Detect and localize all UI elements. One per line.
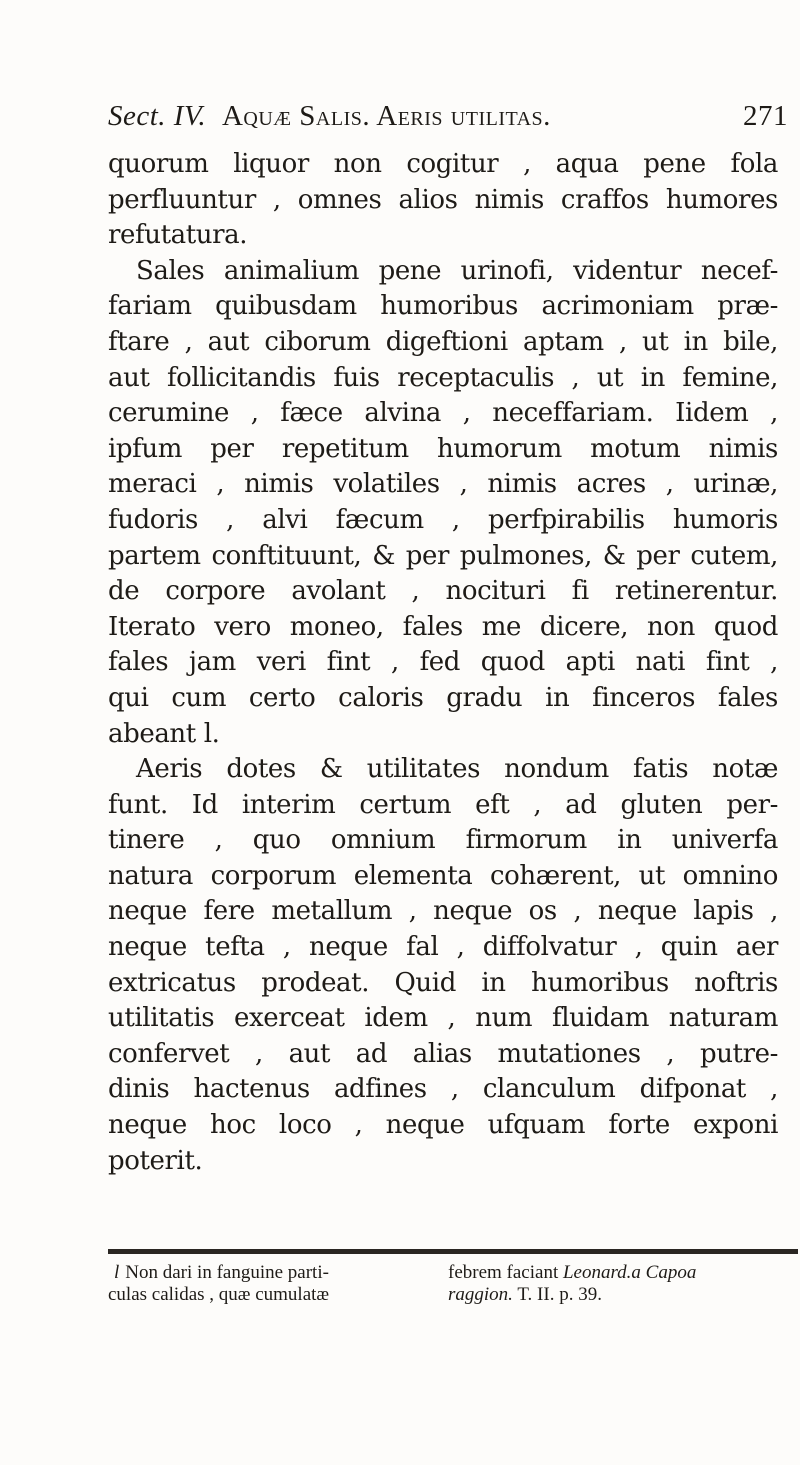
footnote-text: culas calidas , quæ cumulatæ [108, 1284, 330, 1305]
text-line: tinere , quo omnium firmorum in univerfa [108, 825, 778, 856]
body-text [108, 147, 778, 1179]
text-line: neque tefta , neque fal , diffolvatur , quin aer [108, 932, 778, 963]
footnote-text: febrem faciant [448, 1262, 563, 1283]
text-line: Iterato vero moneo, fales me dicere, non quod [108, 611, 778, 642]
text-line: neque hoc loco , neque ufquam forte exponi [108, 1110, 778, 1141]
text-line: fudoris , alvi fæcum , perfpirabilis humoris [108, 504, 778, 535]
text-line: aut follicitandis fuis receptaculis , ut in femine, [108, 362, 778, 393]
text-line: partem conftituunt, & per pulmones, & per cutem, [108, 540, 778, 571]
footnote-line [108, 1284, 798, 1306]
section-label: Sect. IV. [108, 100, 207, 132]
text-line: utilitatis exerceat idem , num fluidam naturam [108, 1003, 778, 1034]
footnote-text: T. II. p. 39. [512, 1284, 602, 1305]
text-line: dinis hactenus adfines , clanculum difponat , [108, 1074, 778, 1105]
text-line: qui cum certo caloris gradu in finceros fales [108, 682, 778, 713]
text-line: ftare , aut ciborum digeftioni aptam , ut in bile, [108, 326, 778, 357]
footnote-citation: raggion. [448, 1284, 513, 1305]
footnote-rule [108, 1249, 798, 1254]
text-line: fales jam veri fint , fed quod apti nati fint , [108, 647, 778, 678]
text-line: extricatus prodeat. Quid in humoribus noftris [108, 967, 778, 998]
footnote-line [108, 1262, 798, 1284]
text-line: neque fere metallum , neque os , neque lapis , [108, 896, 778, 927]
text-line: meraci , nimis volatiles , nimis acres , urinæ, [108, 469, 778, 500]
text-line: ipfum per repetitum humorum motum nimis [108, 433, 778, 464]
footnote-marker: l [114, 1262, 120, 1283]
text-line: Aeris dotes & utilitates nondum fatis notæ [136, 754, 778, 785]
footnote [108, 1262, 798, 1306]
text-line: poterit. [108, 1145, 203, 1176]
text-line: cerumine , fæce alvina , neceffariam. Iidem , [108, 398, 778, 429]
text-line: de corpore avolant , nocituri fi retinerentur. [108, 576, 778, 607]
text-line: fariam quibusdam humoribus acrimoniam præ- [108, 291, 778, 322]
text-line: Sales animalium pene urinofi, videntur necef- [136, 255, 778, 286]
text-line: abeant l. [108, 718, 220, 749]
text-line: quorum liquor non cogitur , aqua pene fola [108, 149, 778, 179]
text-line: refutatura. [108, 220, 248, 251]
running-title: Aquæ Salis. Aeris utilitas. [221, 100, 551, 132]
footnote-citation: Leonard.a Capoa [562, 1262, 697, 1283]
text-line: natura corporum elementa cohærent, ut omnino [108, 860, 778, 891]
footnote-text: Non dari in fanguine parti- [125, 1262, 329, 1283]
text-line: funt. Id interim certum eft , ad gluten per- [108, 789, 778, 820]
text-line: perfluuntur , omnes alios nimis craffos humores [108, 184, 778, 215]
running-head [108, 100, 788, 140]
page-number: 271 [743, 100, 788, 132]
text-line: confervet , aut ad alias mutationes , putre- [108, 1038, 778, 1069]
